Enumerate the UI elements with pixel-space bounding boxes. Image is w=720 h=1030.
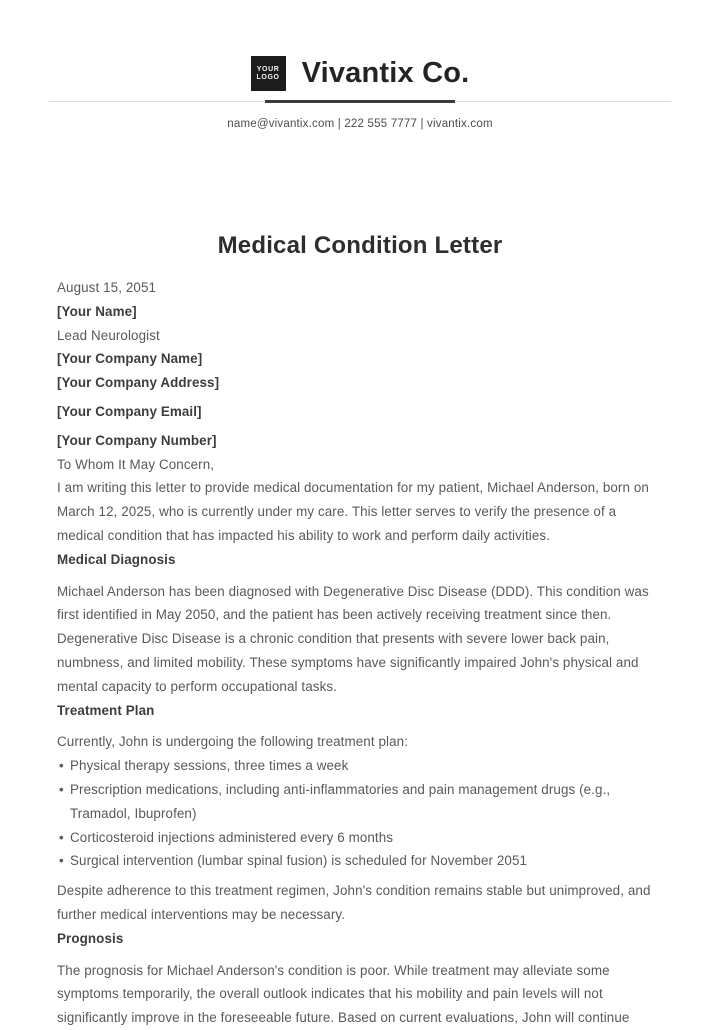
company-name: Vivantix Co. — [301, 57, 470, 89]
company-address-placeholder: [Your Company Address] — [57, 375, 220, 391]
intro-paragraph: I am writing this letter to provide medical documentation for my patient, Michael Anderson, born on March 12, 2025, who is currently under my care. This letter serves to verify the presence of a medical condition that has impacted his ability to work and perform daily activities. — [57, 480, 649, 543]
contact-info: name@vivantix.com | 222 555 7777 | vivantix.com — [227, 118, 493, 130]
company-logo-icon — [251, 56, 286, 91]
treatment-intro: Currently, John is undergoing the following treatment plan: — [57, 734, 409, 750]
company-email-placeholder: [Your Company Email] — [57, 403, 202, 419]
letterhead — [0, 0, 720, 130]
brand-row — [0, 56, 720, 91]
treatment-list-item: • Prescription medications, including anti-inflammatories and pain management drugs (e.g., Tramadol, Ibuprofen) — [57, 778, 663, 826]
logo-text-line2: LOGO — [256, 73, 280, 81]
divider-accent — [265, 100, 455, 103]
diagnosis-paragraph: Michael Anderson has been diagnosed with Degenerative Disc Disease (DDD). This condition was first identified in May 2050, and the patient has been actively receiving treatment since then. Degenerative Disc Disease is a chronic condition that presents with severe lower back pain, numbness, and limited mobility. These symptoms have significantly impaired John's physical and mental capacity to perform occupational tasks. — [57, 583, 649, 694]
company-number-placeholder: [Your Company Number] — [57, 432, 217, 448]
section-heading-treatment-plan: Treatment Plan — [57, 702, 155, 718]
letter-body — [0, 232, 720, 1030]
company-name-placeholder: [Your Company Name] — [57, 351, 203, 367]
treatment-list — [57, 754, 663, 873]
section-heading-prognosis: Prognosis — [57, 930, 124, 946]
treatment-list-item: • Surgical intervention (lumbar spinal fusion) is scheduled for November 2051 — [57, 849, 663, 873]
sender-role: Lead Neurologist — [57, 327, 160, 343]
letter-date: August 15, 2051 — [57, 280, 157, 295]
treatment-outro: Despite adherence to this treatment regimen, John's condition remains stable but unimproved, and further medical interventions may be necessary. — [57, 883, 651, 922]
treatment-list-item: • Physical therapy sessions, three times a week — [57, 754, 663, 778]
section-heading-medical-diagnosis: Medical Diagnosis — [57, 551, 176, 567]
header-divider — [0, 100, 720, 103]
salutation: To Whom It May Concern, — [57, 456, 215, 472]
treatment-list-item: • Corticosteroid injections administered every 6 months — [57, 826, 663, 850]
logo-text-line1: YOUR — [256, 65, 280, 73]
sender-name-placeholder: [Your Name] — [57, 303, 137, 319]
letter-title: Medical Condition Letter — [217, 232, 503, 259]
prognosis-paragraph: The prognosis for Michael Anderson's condition is poor. While treatment may alleviate some symptoms temporarily, the overall outlook indicates that his mobility and pain levels will not significantly improve in the foreseeable future. Based on current evaluations, John will continue — [57, 962, 630, 1026]
